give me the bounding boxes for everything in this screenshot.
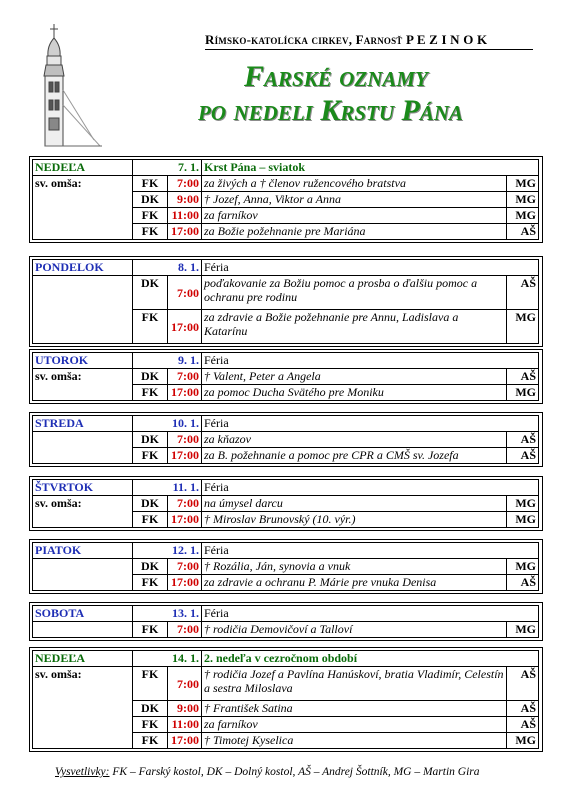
mass-intention: za farníkov [202, 717, 507, 733]
liturgical-day: Féria [202, 606, 539, 622]
mass-priest: AŠ [507, 448, 539, 464]
mass-intention: za živých a † členov ružencového bratstva [202, 176, 507, 192]
day-name: STREDA [33, 416, 133, 432]
day-date: 14. 1. [133, 651, 202, 667]
mass-intention: za B. požehnanie a pomoc pre CPR a CMŠ sv. Jozefa [202, 448, 507, 464]
mass-priest: MG [507, 496, 539, 512]
church-tower-logo [34, 20, 104, 148]
mass-priest: AŠ [507, 575, 539, 591]
day-date: 9. 1. [133, 353, 202, 369]
mass-intention: † Miroslav Brunovský (10. výr.) [202, 512, 507, 528]
mass-priest: MG [507, 192, 539, 208]
mass-location: DK [133, 496, 168, 512]
day-frame [29, 602, 543, 641]
mass-intention: za kňazov [202, 432, 507, 448]
mass-time: 7:00 [168, 276, 202, 310]
mass-time: 7:00 [168, 559, 202, 575]
mass-time: 17:00 [168, 224, 202, 240]
legend-text: FK – Farský kostol, DK – Dolný kostol, AŠ – Andrej Šottník, MG – Martin Gira [112, 766, 480, 778]
mass-location: DK [133, 369, 168, 385]
mass-intention: † rodičia Jozef a Pavlína Hanúskoví, bratia Vladimír, Celestín a sestra Miloslava [202, 667, 507, 701]
mass-intention: † Jozef, Anna, Viktor a Anna [202, 192, 507, 208]
mass-location: DK [133, 559, 168, 575]
liturgical-day: Féria [202, 353, 539, 369]
day-date: 11. 1. [133, 480, 202, 496]
mass-intention: † Valent, Peter a Angela [202, 369, 507, 385]
day-name: ŠTVRTOK [33, 480, 133, 496]
mass-time: 17:00 [168, 575, 202, 591]
page-title-line2: po nedeli Krstu Pána [198, 94, 464, 127]
mass-time: 9:00 [168, 701, 202, 717]
mass-priest: AŠ [507, 667, 539, 701]
mass-label: sv. omša: [33, 369, 133, 401]
mass-intention: za pomoc Ducha Svätého pre Moniku [202, 385, 507, 401]
day-frame [29, 412, 543, 467]
mass-priest: MG [507, 208, 539, 224]
mass-location: FK [133, 176, 168, 192]
legend-label: Vysvetlivky: [55, 766, 110, 778]
mass-time: 7:00 [168, 496, 202, 512]
mass-time: 11:00 [168, 717, 202, 733]
mass-intention: poďakovanie za Božiu pomoc a prosba o ďalšiu pomoc a ochranu pre rodinu [202, 276, 507, 310]
mass-time: 17:00 [168, 385, 202, 401]
mass-location: FK [133, 385, 168, 401]
mass-time: 7:00 [168, 667, 202, 701]
mass-label: sv. omša: [33, 496, 133, 528]
day-name: UTOROK [33, 353, 133, 369]
mass-time: 11:00 [168, 208, 202, 224]
liturgical-day: Féria [202, 543, 539, 559]
mass-time: 7:00 [168, 432, 202, 448]
mass-location: DK [133, 276, 168, 310]
mass-location: FK [133, 717, 168, 733]
mass-label: sv. omša: [33, 667, 133, 749]
day-frame [29, 539, 543, 594]
mass-priest: MG [507, 176, 539, 192]
mass-time: 17:00 [168, 310, 202, 344]
mass-priest: AŠ [507, 276, 539, 310]
mass-intention: † Rozália, Ján, synovia a vnuk [202, 559, 507, 575]
day-frame [29, 349, 543, 404]
day-frame [29, 476, 543, 531]
day-frame [29, 156, 543, 243]
mass-priest: MG [507, 310, 539, 344]
mass-priest: AŠ [507, 701, 539, 717]
mass-priest: AŠ [507, 717, 539, 733]
day-frame [29, 256, 543, 347]
mass-time: 7:00 [168, 176, 202, 192]
mass-location: FK [133, 310, 168, 344]
mass-priest: AŠ [507, 432, 539, 448]
mass-location: DK [133, 192, 168, 208]
mass-intention: za zdravie a ochranu P. Márie pre vnuka Denisa [202, 575, 507, 591]
mass-intention: † Timotej Kyselica [202, 733, 507, 749]
liturgical-day: Féria [202, 416, 539, 432]
mass-location: FK [133, 667, 168, 701]
mass-location: FK [133, 622, 168, 638]
day-name: SOBOTA [33, 606, 133, 622]
liturgical-day: 2. nedeľa v cezročnom období [202, 651, 539, 667]
mass-location: FK [133, 575, 168, 591]
day-date: 13. 1. [133, 606, 202, 622]
day-date: 7. 1. [133, 160, 202, 176]
liturgical-day: Féria [202, 260, 539, 276]
mass-intention: za zdravie a Božie požehnanie pre Annu, Ladislava a Katarínu [202, 310, 507, 344]
mass-time: 9:00 [168, 192, 202, 208]
mass-intention: za Božie požehnanie pre Mariána [202, 224, 507, 240]
day-name: PONDELOK [33, 260, 133, 276]
mass-priest: AŠ [507, 224, 539, 240]
mass-time: 17:00 [168, 448, 202, 464]
day-frame [29, 647, 543, 752]
mass-intention: † rodičia Demovičoví a Talloví [202, 622, 507, 638]
mass-time: 17:00 [168, 512, 202, 528]
legend [55, 766, 480, 778]
day-date: 12. 1. [133, 543, 202, 559]
day-name: NEDEĽA [33, 651, 133, 667]
mass-location: FK [133, 208, 168, 224]
mass-priest: MG [507, 733, 539, 749]
header [0, 0, 569, 150]
mass-intention: † František Satina [202, 701, 507, 717]
mass-intention: na úmysel darcu [202, 496, 507, 512]
mass-time: 17:00 [168, 733, 202, 749]
parish-name: Rímsko-katolícka cirkev, Farnosť P E Z I N O K [205, 32, 488, 47]
mass-priest: MG [507, 622, 539, 638]
mass-location: DK [133, 432, 168, 448]
mass-location: FK [133, 733, 168, 749]
parish-underline [205, 49, 533, 50]
day-name: NEDEĽA [33, 160, 133, 176]
mass-time: 7:00 [168, 622, 202, 638]
mass-priest: MG [507, 385, 539, 401]
mass-priest: AŠ [507, 369, 539, 385]
mass-location: DK [133, 701, 168, 717]
mass-time: 7:00 [168, 369, 202, 385]
mass-intention: za farníkov [202, 208, 507, 224]
mass-priest: MG [507, 512, 539, 528]
liturgical-day: Krst Pána – sviatok [202, 160, 539, 176]
mass-label: sv. omša: [33, 176, 133, 240]
mass-location: FK [133, 512, 168, 528]
day-name: PIATOK [33, 543, 133, 559]
mass-priest: MG [507, 559, 539, 575]
liturgical-day: Féria [202, 480, 539, 496]
day-date: 8. 1. [133, 260, 202, 276]
mass-location: FK [133, 448, 168, 464]
mass-location: FK [133, 224, 168, 240]
page-title-line1: Farské oznamy [244, 60, 428, 93]
day-date: 10. 1. [133, 416, 202, 432]
